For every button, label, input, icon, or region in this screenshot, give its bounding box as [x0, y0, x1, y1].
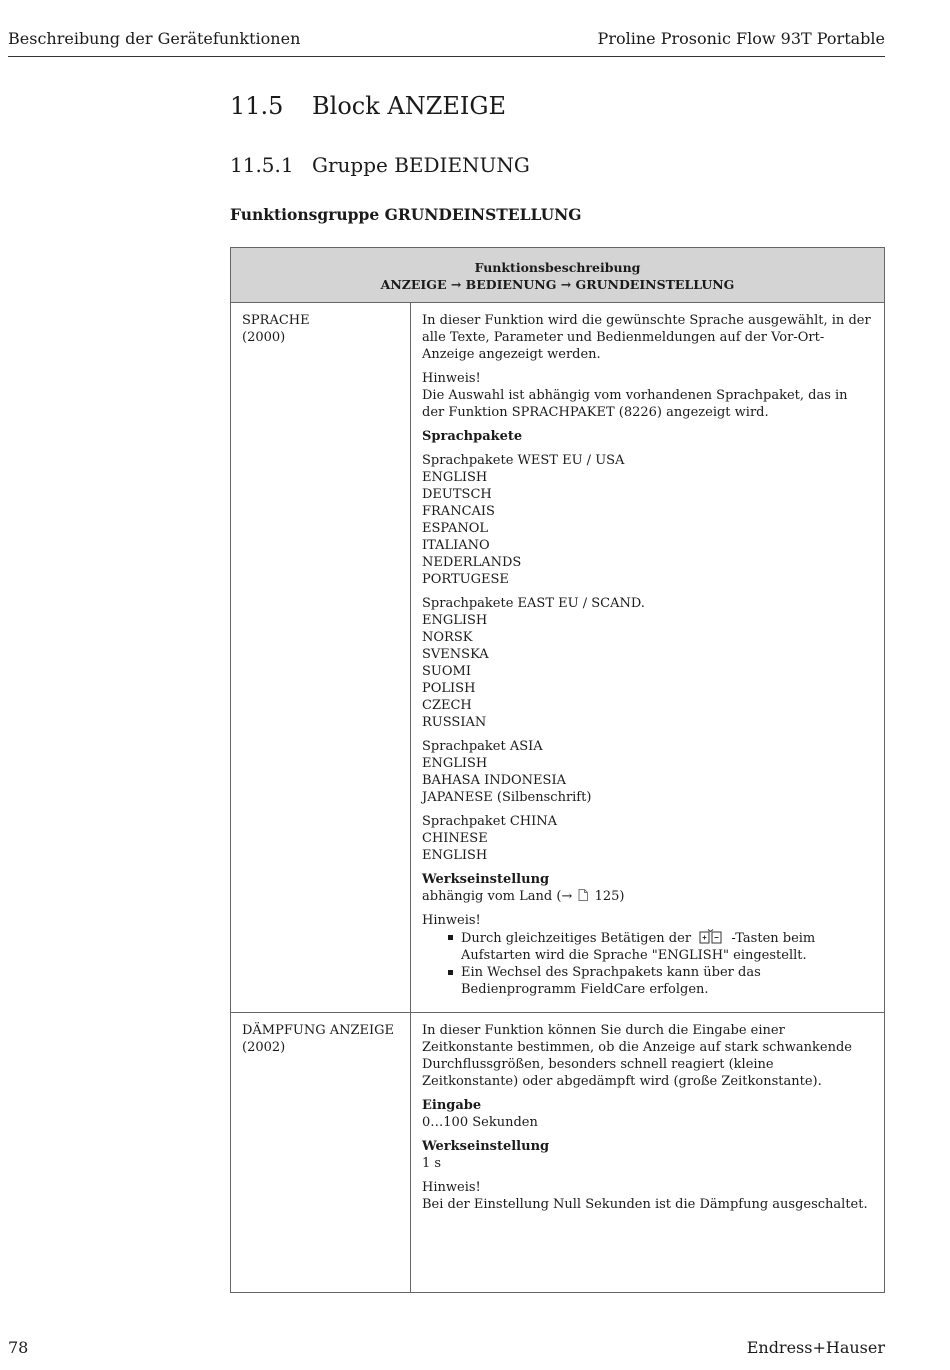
- packages-label: Sprachpakete: [422, 429, 523, 444]
- section-number: 11.5: [230, 92, 284, 120]
- list-item: [446, 929, 873, 964]
- table-header: [231, 248, 884, 303]
- list-item: SUOMI: [422, 664, 471, 679]
- package-title: Sprachpaket ASIA: [422, 739, 543, 754]
- list-item: JAPANESE (Silbenschrift): [422, 790, 592, 805]
- list-item: ENGLISH: [422, 613, 488, 628]
- input-value: 0…100 Sekunden: [422, 1115, 538, 1130]
- function-code: (2000): [242, 330, 286, 345]
- factory-setting-value: [422, 888, 873, 905]
- table-row-sprache: [231, 303, 884, 1013]
- function-name: SPRACHE: [242, 313, 310, 328]
- function-code: (2002): [242, 1040, 286, 1055]
- input-label: Eingabe: [422, 1098, 482, 1113]
- description-intro: In dieser Funktion können Sie durch die Eingabe einer Zeitkonstante bestimmen, ob die Anzeige auf stark schwankende Durchflussgrößen, besonders schnell reagiert (kleine Zeitkonstante) oder abgedämpft wird (große Zeitkonstante).: [422, 1023, 852, 1089]
- table-header-path: ANZEIGE → BEDIENUNG → GRUNDEINSTELLUNG: [380, 277, 735, 292]
- note-text: Die Auswahl ist abhängig vom vorhandenen Sprachpaket, das in der Funktion SPRACHPAKET (8226) angezeigt wird.: [422, 388, 848, 420]
- function-description-cell: [411, 1013, 884, 1292]
- factory-setting-page: 125): [594, 889, 625, 904]
- list-item: DEUTSCH: [422, 487, 492, 502]
- function-name-cell: [231, 303, 411, 1012]
- bullet-text: Durch gleichzeitiges Betätigen der: [461, 931, 692, 946]
- package-title: Sprachpakete EAST EU / SCAND.: [422, 596, 645, 611]
- factory-setting-label: Werkseinstellung: [422, 872, 550, 887]
- running-header-left: Beschreibung der Gerätefunktionen: [8, 29, 301, 48]
- section-title: Block ANZEIGE: [312, 92, 507, 120]
- function-name-cell: [231, 1013, 411, 1292]
- package-list: [422, 738, 873, 806]
- list-item: CZECH: [422, 698, 472, 713]
- function-table: [230, 247, 885, 1293]
- function-description-cell: [411, 303, 884, 1012]
- list-item: POLISH: [422, 681, 476, 696]
- list-item: ESPANOL: [422, 521, 489, 536]
- list-item: BAHASA INDONESIA: [422, 773, 566, 788]
- table-row-daempfung: [231, 1013, 884, 1292]
- subsection-heading: [230, 153, 530, 177]
- package-list: [422, 452, 873, 588]
- list-item: ENGLISH: [422, 756, 488, 771]
- function-name: DÄMPFUNG ANZEIGE: [242, 1023, 395, 1038]
- list-item: ENGLISH: [422, 470, 488, 485]
- note-label: Hinweis!: [422, 371, 481, 386]
- function-group-heading: Funktionsgruppe GRUNDEINSTELLUNG: [230, 205, 582, 224]
- plus-minus-keys-icon: [699, 929, 723, 945]
- running-header-right: Proline Prosonic Flow 93T Portable: [597, 29, 885, 48]
- list-item: SVENSKA: [422, 647, 489, 662]
- section-heading: [230, 92, 506, 120]
- factory-setting-label: Werkseinstellung: [422, 1139, 550, 1154]
- note-label: Hinweis!: [422, 913, 481, 928]
- description-intro: In dieser Funktion wird die gewünschte Sprache ausgewählt, in der alle Texte, Parameter und Bedienmeldungen auf der Vor-Ort-Anzeige angezeigt werden.: [422, 313, 871, 362]
- note-label: Hinweis!: [422, 1180, 481, 1195]
- bullet-text: -Tasten beim Aufstarten wird die Sprache "ENGLISH" eingestellt.: [461, 931, 816, 963]
- factory-setting-text: abhängig vom Land (→: [422, 889, 573, 904]
- header-rule: [8, 56, 885, 57]
- subsection-number: 11.5.1: [230, 153, 294, 177]
- list-item: PORTUGESE: [422, 572, 509, 587]
- package-title: Sprachpaket CHINA: [422, 814, 558, 829]
- list-item: NEDERLANDS: [422, 555, 522, 570]
- subsection-title: Gruppe BEDIENUNG: [312, 153, 530, 177]
- note-bullet-list: [446, 929, 873, 998]
- list-item: ENGLISH: [422, 848, 488, 863]
- package-list: [422, 813, 873, 864]
- page-reference-icon: [578, 889, 588, 901]
- list-item: FRANCAIS: [422, 504, 495, 519]
- list-item: ITALIANO: [422, 538, 490, 553]
- brand-footer: Endress+Hauser: [746, 1338, 885, 1357]
- list-item: NORSK: [422, 630, 473, 645]
- package-title: Sprachpakete WEST EU / USA: [422, 453, 625, 468]
- note-text: Bei der Einstellung Null Sekunden ist die Dämpfung ausgeschaltet.: [422, 1197, 868, 1212]
- package-list: [422, 595, 873, 731]
- list-item: Ein Wechsel des Sprachpakets kann über das Bedienprogramm FieldCare erfolgen.: [446, 964, 873, 998]
- factory-setting-value: 1 s: [422, 1156, 442, 1171]
- list-item: CHINESE: [422, 831, 488, 846]
- table-header-title: Funktionsbeschreibung: [474, 260, 641, 275]
- page-number: 78: [8, 1338, 29, 1357]
- list-item: RUSSIAN: [422, 715, 487, 730]
